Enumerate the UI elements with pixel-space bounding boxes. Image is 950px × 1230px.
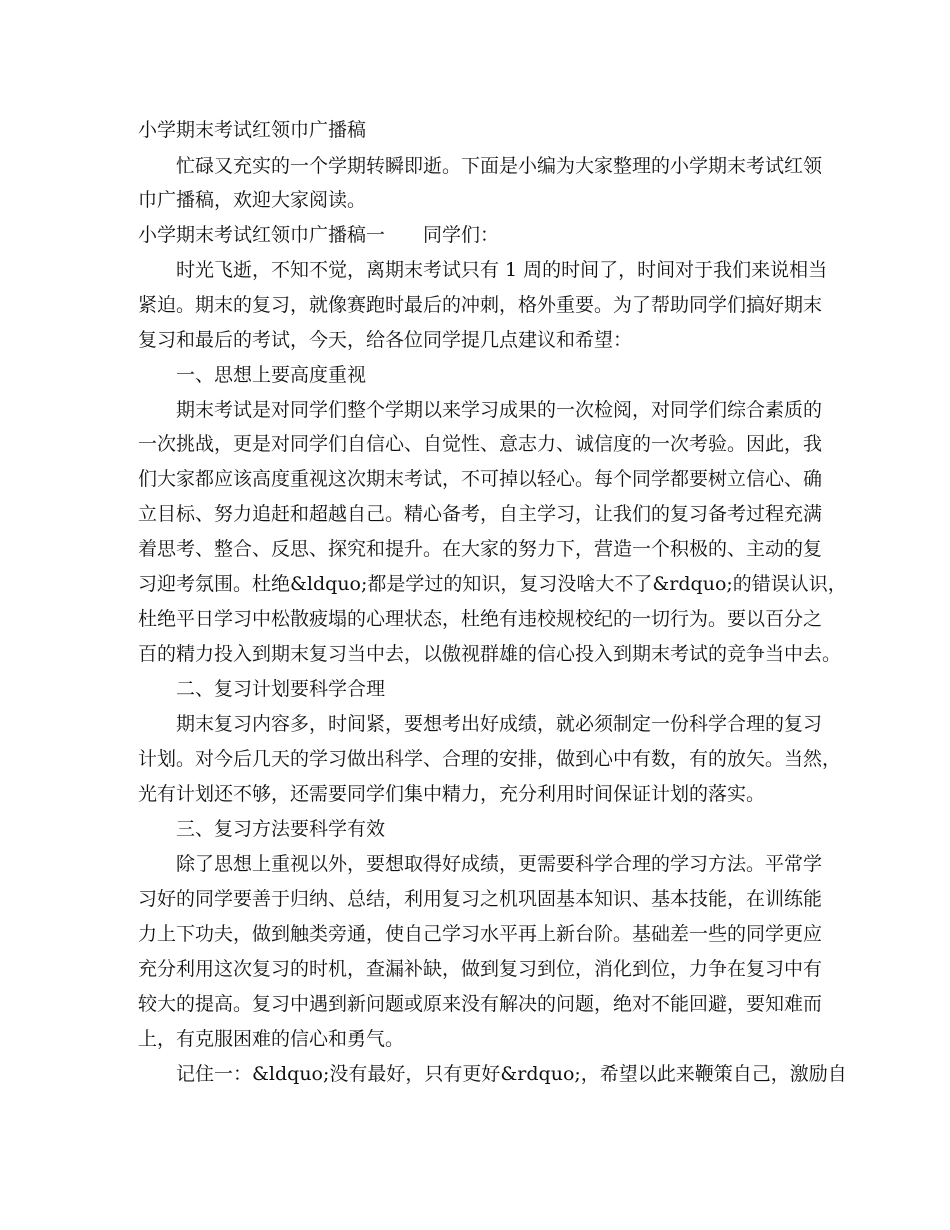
paragraph-line: 期末考试是对同学们整个学期以来学习成果的一次检阅，对同学们综合素质的 [176,399,823,421]
paragraph-line: 充分利用这次复习的时机，查漏补缺，做到复习到位，消化到位，力争在复习中有 [138,958,823,980]
paragraph-line: 计划。对今后几天的学习做出科学、合理的安排，做到心中有数，有的放矢。当然， [138,748,842,770]
paragraph-line: 们大家都应该高度重视这次期末考试，不可掉以轻心。每个同学都要树立信心、确 [138,468,823,490]
section-heading: 二、复习计划要科学合理 [176,678,386,700]
paragraph-line: 巾广播稿，欢迎大家阅读。 [138,189,367,211]
section-heading: 三、复习方法要科学有效 [176,818,386,840]
paragraph-line: 紧迫。期末的复习，就像赛跑时最后的冲刺，格外重要。为了帮助同学们搞好期末 [138,294,823,316]
paragraph-line: 习好的同学要善于归纳、总结，利用复习之机巩固基本知识、基本技能，在训练能 [138,888,823,910]
paragraph-line: 力上下功夫，做到触类旁通，使自己学习水平再上新台阶。基础差一些的同学更应 [138,923,823,945]
paragraph-line: 杜绝平日学习中松散疲塌的心理状态，杜绝有违校规校纪的一切行为。要以百分之 [138,608,823,630]
paragraph-line: 立目标、努力追赶和超越自己。精心备考，自主学习，让我们的复习备考过程充满 [138,503,823,525]
paragraph-line: 忙碌又充实的一个学期转瞬即逝。下面是小编为大家整理的小学期末考试红领 [176,155,823,177]
section-heading: 一、思想上要高度重视 [176,364,367,386]
document-title: 小学期末考试红领巾广播稿 [138,119,367,141]
paragraph-line: 除了思想上重视以外，要想取得好成绩，更需要科学合理的学习方法。平常学 [176,853,823,875]
paragraph-line: 着思考、整合、反思、探究和提升。在大家的努力下，营造一个积极的、主动的复 [138,538,823,560]
paragraph-line: 上，有克服困难的信心和勇气。 [138,1028,405,1050]
paragraph-line: 较大的提高。复习中遇到新问题或原来没有解决的问题，绝对不能回避，要知难而 [138,993,823,1015]
paragraph-line: 习迎考氛围。杜绝&ldquo;都是学过的知识，复习没啥大不了&rdquo;的错误认识， [138,573,847,595]
paragraph-line: 时光飞逝，不知不觉，离期末考试只有 1 周的时间了，时间对于我们来说相当 [176,259,828,281]
section-heading: 小学期末考试红领巾广播稿一 同学们： [138,224,500,246]
paragraph-line: 记住一：&ldquo;没有最好，只有更好&rdquo;，希望以此来鞭策自己，激励自 [176,1063,847,1085]
paragraph-line: 百的精力投入到期末复习当中去，以傲视群雄的信心投入到期末考试的竞争当中去。 [138,643,842,665]
paragraph-line: 光有计划还不够，还需要同学们集中精力，充分利用时间保证计划的落实。 [138,783,766,805]
paragraph-line: 复习和最后的考试，今天，给各位同学提几点建议和希望： [138,329,633,351]
paragraph-line: 一次挑战，更是对同学们自信心、自觉性、意志力、诚信度的一次考验。因此，我 [138,433,823,455]
paragraph-line: 期末复习内容多，时间紧，要想考出好成绩，就必须制定一份科学合理的复习 [176,713,823,735]
